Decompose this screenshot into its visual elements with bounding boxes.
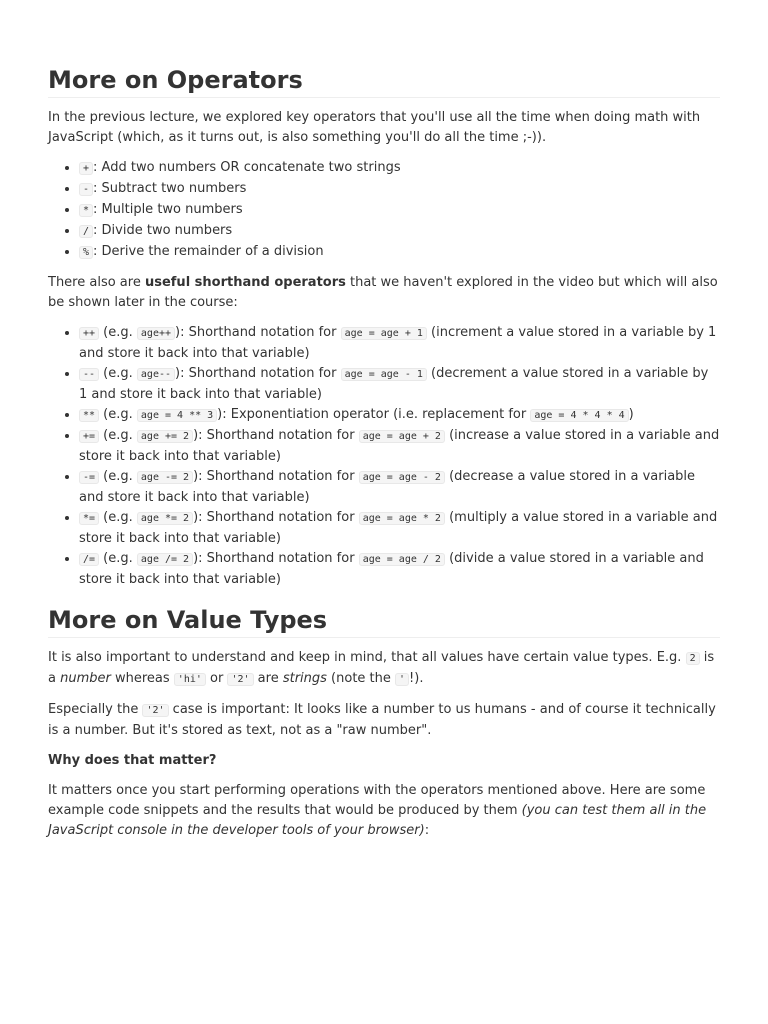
bold-text: useful shorthand operators (144, 275, 346, 290)
list-item: • /= (e.g. age /= 2 ): Shorthand notation for age = age / 2 (divide a value stored in a variable and store it back into that variable) (79, 549, 720, 590)
inline-code: age = age / 2 (359, 553, 445, 566)
inline-code: ++ (79, 327, 99, 340)
inline-code: 'hi' (174, 673, 206, 686)
section-title-operators: More on Operators (48, 64, 720, 98)
section-title-value-types: More on Value Types (48, 604, 720, 638)
operations-paragraph: It matters once you start performing operations with the operators mentioned above. Here are some example code snippets and the results that would be produced by them (you can test them all in the JavaScript console in the developer tools of your browser): (48, 783, 707, 838)
basic-operators-list (48, 158, 720, 263)
italic-text: number (60, 671, 111, 686)
value-types-paragraph: It is also important to understand and keep in mind, that all values have certain value types. E.g. 2 is a number whereas 'hi' or '2' are strings (note the ' !). (48, 650, 715, 686)
inline-code: / (79, 225, 93, 238)
string-number-paragraph: Especially the '2' case is important: It looks like a number to us humans - and of course it technically is a number. But it's stored as text, not as a "raw number". (48, 702, 716, 738)
inline-code: age = age * 2 (359, 512, 445, 525)
inline-code: age = age - 2 (359, 471, 445, 484)
inline-code: age -= 2 (137, 471, 193, 484)
inline-code: '2' (227, 673, 253, 686)
list-item: • *= (e.g. age *= 2 ): Shorthand notation for age = age * 2 (multiply a value stored in a variable and store it back into that variable) (79, 508, 720, 549)
list-item: • - : Subtract two numbers (79, 179, 720, 200)
inline-code: ' (395, 673, 409, 686)
inline-code: -- (79, 368, 99, 381)
inline-code: age *= 2 (137, 512, 193, 525)
list-item: • % : Derive the remainder of a division (79, 242, 720, 263)
inline-code: age++ (137, 327, 175, 340)
list-item: • * : Multiple two numbers (79, 200, 720, 221)
inline-code: ** (79, 409, 99, 422)
inline-code: age = age + 2 (359, 430, 445, 443)
inline-code: '2' (142, 704, 168, 717)
list-item: • / : Divide two numbers (79, 221, 720, 242)
list-item: • ** (e.g. age = 4 ** 3 ): Exponentiation operator (i.e. replacement for age = 4 * 4 * 4 ) (79, 405, 720, 426)
inline-code: 2 (686, 652, 700, 665)
list-item: • + : Add two numbers OR concatenate two strings (79, 158, 720, 179)
inline-code: age-- (137, 368, 175, 381)
inline-code: += (79, 430, 99, 443)
inline-code: /= (79, 553, 99, 566)
inline-code: *= (79, 512, 99, 525)
inline-code: + (79, 162, 93, 175)
inline-code: age /= 2 (137, 553, 193, 566)
shorthand-operators-list (48, 323, 720, 590)
list-item: • ++ (e.g. age++ ): Shorthand notation for age = age + 1 (increment a value stored in a variable by 1 and store it back into that variable) (79, 323, 720, 364)
shorthand-intro-paragraph: There also are useful shorthand operators that we haven't explored in the video but which will also be shown later in the course: (48, 275, 718, 310)
inline-code: * (79, 204, 93, 217)
inline-code: age += 2 (137, 430, 193, 443)
why-heading: Why does that matter? (48, 753, 217, 768)
list-item: • -- (e.g. age-- ): Shorthand notation for age = age - 1 (decrement a value stored in a variable by 1 and store it back into that variable) (79, 364, 720, 405)
italic-text: (you can test them all in the JavaScript console in the developer tools of your browser) (48, 803, 707, 838)
inline-code: age = 4 ** 3 (137, 409, 217, 422)
inline-code: age = age - 1 (341, 368, 427, 381)
list-item: • -= (e.g. age -= 2 ): Shorthand notation for age = age - 2 (decrease a value stored in a variable and store it back into that variable) (79, 467, 720, 508)
inline-code: age = age + 1 (341, 327, 427, 340)
inline-code: -= (79, 471, 99, 484)
inline-code: age = 4 * 4 * 4 (530, 409, 628, 422)
inline-code: % (79, 246, 93, 259)
list-item: • += (e.g. age += 2 ): Shorthand notation for age = age + 2 (increase a value stored in a variable and store it back into that variable) (79, 426, 720, 467)
inline-code: - (79, 183, 93, 196)
intro-paragraph: In the previous lecture, we explored key operators that you'll use all the time when doing math with JavaScript (which, as it turns out, is also something you'll do all the time ;-)). (48, 110, 701, 145)
italic-text: strings (282, 671, 327, 686)
